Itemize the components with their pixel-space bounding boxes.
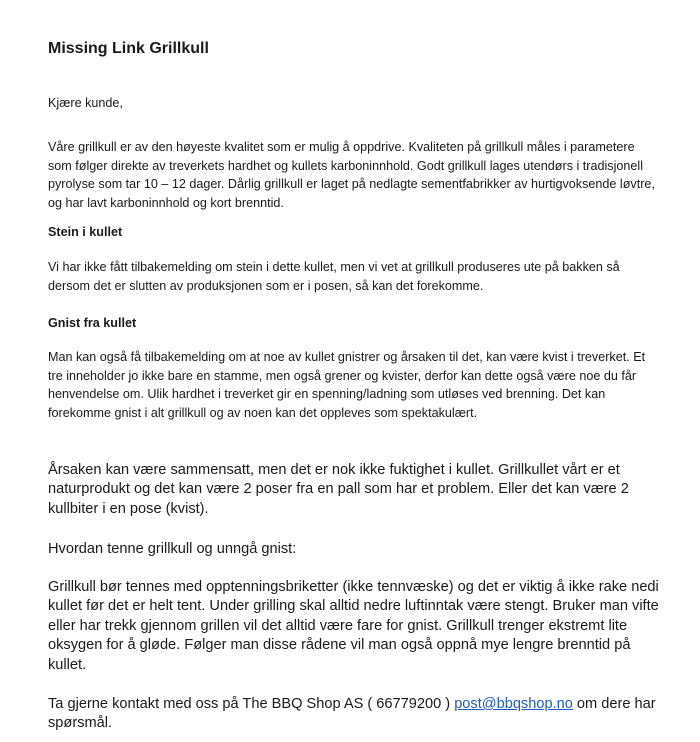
contact-text-before: Ta gjerne kontakt med oss på The BBQ Shop AS ( 66779200 ) bbox=[48, 696, 455, 712]
contact-paragraph bbox=[48, 695, 660, 734]
howto-question: Hvordan tenne grillkull og unngå gnist: bbox=[48, 541, 297, 557]
howto-paragraph: Grillkull bør tennes med opptenningsbriketter (ikke tennvæske) og det er viktig å ikke rake nedi kullet før det er helt tent. Under grilling skal alltid nedre luftinntak være stengt. Bruker man vifte eller har trekk gjennom grillen vil det alltid være fare for gnist. Grillkull trenger ekstremt lite oksygen for å gløde. Følger man disse rådene vil man også oppnå mye lengre brenntid på kullet. bbox=[48, 579, 659, 673]
greeting: Kjære kunde, bbox=[48, 96, 123, 110]
contact-email-link[interactable]: post@bbqshop.no bbox=[454, 696, 573, 712]
section-body-gnist-a: Man kan også få tilbakemelding om at noe av kullet gnistrer og årsaken til det, kan være kvist i treverket. Et tre inneholder jo ikke bare en stamme, men også grener og kvister, derfor kan dette også være noe du får henvendelse om. Ulik hardhet i treverket gir en spenning/ladning som utløses ved brenning. Det kan forekomme gnist i alt grillkull og av noen kan det oppleves som spektakulært. bbox=[48, 350, 646, 420]
contact-text-after: om dere har spørsmål. bbox=[48, 696, 656, 732]
section-body-gnist-b: Årsaken kan være sammensatt, men det er nok ikke fuktighet i kullet. Grillkullet vårt er et naturprodukt og det kan være 2 poser fra en pall som har et problem. Eller det kan være 2 kullbiter i en pose (kvist). bbox=[48, 462, 629, 517]
section-heading-stein: Stein i kullet bbox=[48, 225, 123, 239]
section-heading-gnist: Gnist fra kullet bbox=[48, 316, 137, 330]
section-body-stein: Vi har ikke fått tilbakemelding om stein i dette kullet, men vi vet at grillkull produseres ute på bakken så dersom det er slutten av produksjonen som er i posen, så kan det forekomme. bbox=[48, 260, 620, 293]
intro-paragraph: Våre grillkull er av den høyeste kvalitet som er mulig å oppdrive. Kvaliteten på grillkull måles i parametere som følger direkte av treverkets hardhet og kullets karboninnhold. Godt grillkull lages utendørs i tradisjonell pyrolyse som tar 10 – 12 dager. Dårlig grillkull er laget på nedlagte sementfabrikker av hurtigvoksende løvtre, og har lavt karboninnhold og kort brenntid. bbox=[48, 140, 655, 210]
document-title: Missing Link Grillkull bbox=[48, 40, 209, 57]
